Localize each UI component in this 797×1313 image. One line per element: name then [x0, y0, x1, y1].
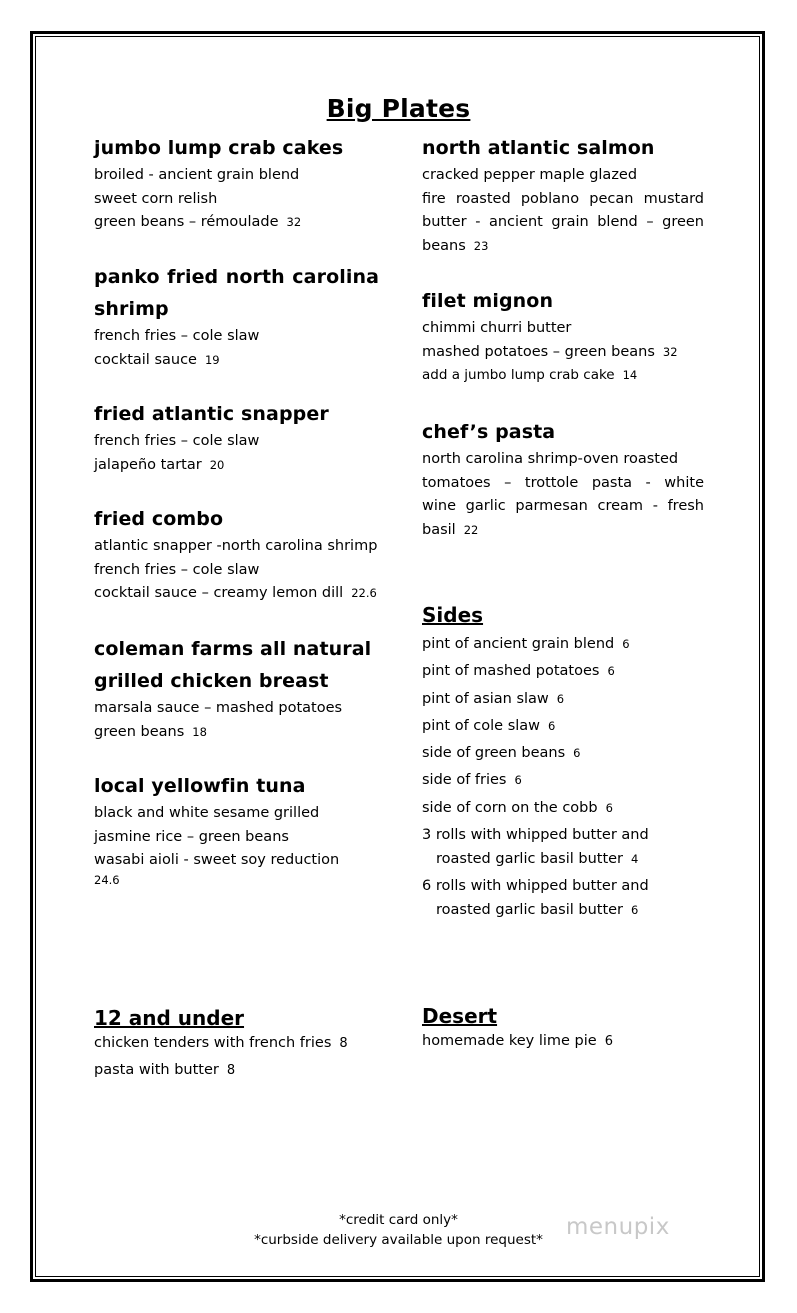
item-desc: north carolina shrimp-oven roasted — [422, 451, 679, 467]
side-label-cont — [422, 848, 712, 872]
list-item — [422, 740, 712, 767]
item-price: 32 — [286, 215, 302, 229]
side-price: 4 — [631, 851, 639, 866]
item-desc: broiled - ancient grain blend — [94, 167, 300, 183]
side-price: 6 — [622, 637, 630, 651]
menu-item — [94, 503, 384, 606]
menu-item — [94, 261, 379, 372]
item-desc: mashed potatoes – green beans — [422, 343, 655, 360]
side-label: pint of asian slaw — [422, 690, 549, 707]
item-desc-line — [422, 519, 704, 543]
side-label: 6 rolls with whipped butter and — [422, 878, 649, 895]
item-name-cont: grilled chicken breast — [94, 670, 329, 692]
item-price: 20 — [209, 457, 225, 472]
side-price: 6 — [548, 718, 556, 733]
item-desc-line — [94, 211, 379, 235]
item-desc-line — [422, 341, 704, 365]
item-price: 22.6 — [351, 586, 377, 600]
section-title: Desert — [422, 1004, 498, 1028]
item-desc: cocktail sauce — [94, 351, 197, 368]
side-label: pint of cole slaw — [422, 717, 541, 734]
kids-label: pasta with butter — [94, 1062, 219, 1078]
kids-price: 8 — [339, 1036, 348, 1051]
section-title: 12 and under — [94, 1006, 245, 1030]
side-label: roasted garlic basil butter — [436, 901, 624, 918]
item-price: 22 — [463, 522, 479, 537]
menu-item — [94, 132, 379, 235]
item-price: 18 — [192, 724, 207, 739]
item-desc: cocktail sauce – creamy lemon dill — [94, 585, 344, 601]
item-desc-line — [94, 454, 379, 478]
list-item — [422, 686, 712, 713]
menu-item — [94, 770, 384, 887]
menu-item — [422, 132, 704, 258]
item-price: 23 — [473, 238, 489, 253]
side-price: 6 — [605, 800, 613, 815]
item-name: jumbo lump crab cakes — [94, 137, 344, 159]
menu-item — [94, 633, 384, 744]
dessert-section — [422, 1004, 712, 1055]
list-item — [422, 713, 712, 740]
item-desc: jalapeño tartar — [94, 456, 202, 473]
kids-price: 8 — [226, 1063, 236, 1078]
item-desc: basil — [422, 521, 456, 538]
side-label: pint of ancient grain blend — [422, 636, 615, 652]
item-price: 14 — [622, 368, 638, 382]
list-item — [422, 658, 712, 685]
side-price: 6 — [631, 902, 639, 917]
side-price: 6 — [607, 664, 615, 679]
item-name: coleman farms all natural — [94, 638, 372, 660]
list-item — [422, 824, 712, 871]
item-name: panko fried north carolina — [94, 266, 379, 288]
list-item — [422, 795, 712, 822]
item-desc: fire roasted poblano pecan mustard — [422, 190, 704, 207]
item-price: 19 — [204, 352, 220, 367]
item-name: fried combo — [94, 508, 224, 530]
item-price: 32 — [662, 344, 678, 359]
list-item — [422, 875, 712, 922]
item-price: 24.6 — [94, 872, 120, 887]
item-name: fried atlantic snapper — [94, 403, 329, 425]
item-desc: tomatoes – trottole pasta - white — [422, 474, 704, 491]
item-desc: marsala sauce – mashed potatoes — [94, 700, 343, 716]
side-price: 6 — [514, 773, 522, 788]
side-price: 6 — [573, 746, 581, 761]
item-name: local yellowfin tuna — [94, 775, 306, 797]
footer-note: *curbside delivery available upon request* — [254, 1232, 543, 1248]
item-desc-line — [422, 235, 704, 259]
list-item — [94, 1057, 394, 1084]
item-desc: jasmine rice – green beans — [94, 828, 289, 845]
item-desc: atlantic snapper -north carolina shrimp — [94, 538, 378, 554]
side-label: side of fries — [422, 772, 507, 789]
kids-section — [94, 1006, 394, 1084]
dessert-price: 6 — [604, 1034, 613, 1049]
item-desc: wine garlic parmesan cream - fresh — [422, 498, 704, 514]
item-desc-line — [94, 349, 379, 373]
item-addon: add a jumbo lump crab cake — [422, 367, 615, 383]
item-desc: french fries – cole slaw — [94, 328, 260, 344]
side-label: 3 rolls with whipped butter and — [422, 827, 649, 844]
side-price: 6 — [556, 691, 565, 706]
item-desc: french fries – cole slaw — [94, 561, 260, 578]
item-addon-line — [422, 364, 704, 388]
list-item — [94, 1030, 394, 1057]
item-name: north atlantic salmon — [422, 137, 655, 159]
page-title: Big Plates — [326, 94, 471, 123]
sides-section — [422, 603, 712, 922]
side-label: side of corn on the cobb — [422, 799, 598, 816]
side-label: pint of mashed potatoes — [422, 663, 600, 680]
menu-item — [94, 398, 379, 477]
list-item — [422, 767, 712, 794]
side-label: side of green beans — [422, 745, 566, 762]
list-item — [422, 1028, 712, 1055]
side-label: roasted garlic basil butter — [436, 850, 624, 867]
section-title: Sides — [422, 603, 484, 627]
item-desc-line — [94, 582, 384, 606]
sides-list — [422, 631, 712, 922]
item-desc-line — [94, 721, 384, 745]
item-name: chef’s pasta — [422, 421, 556, 443]
watermark-logo: menupix — [566, 1214, 670, 1240]
item-desc: chimmi churri butter — [422, 320, 572, 336]
item-desc: cracked pepper maple glazed — [422, 167, 638, 183]
item-desc: beans — [422, 237, 466, 254]
menu-item — [422, 285, 704, 388]
list-item — [422, 631, 712, 658]
menu-item — [422, 416, 704, 542]
item-name-cont: shrimp — [94, 298, 169, 320]
dessert-label: homemade key lime pie — [422, 1033, 597, 1049]
item-desc: butter - ancient grain blend – green — [422, 214, 704, 230]
item-desc: black and white sesame grilled — [94, 805, 320, 821]
kids-label: chicken tenders with french fries — [94, 1035, 332, 1051]
item-name: filet mignon — [422, 290, 554, 312]
side-label-cont — [422, 899, 712, 923]
item-desc: green beans — [94, 723, 185, 740]
footer-note: *credit card only* — [339, 1212, 458, 1228]
item-desc: wasabi aioli - sweet soy reduction — [94, 852, 340, 868]
item-desc: sweet corn relish — [94, 190, 218, 207]
item-desc: french fries – cole slaw — [94, 433, 260, 449]
item-desc: green beans – rémoulade — [94, 214, 279, 230]
